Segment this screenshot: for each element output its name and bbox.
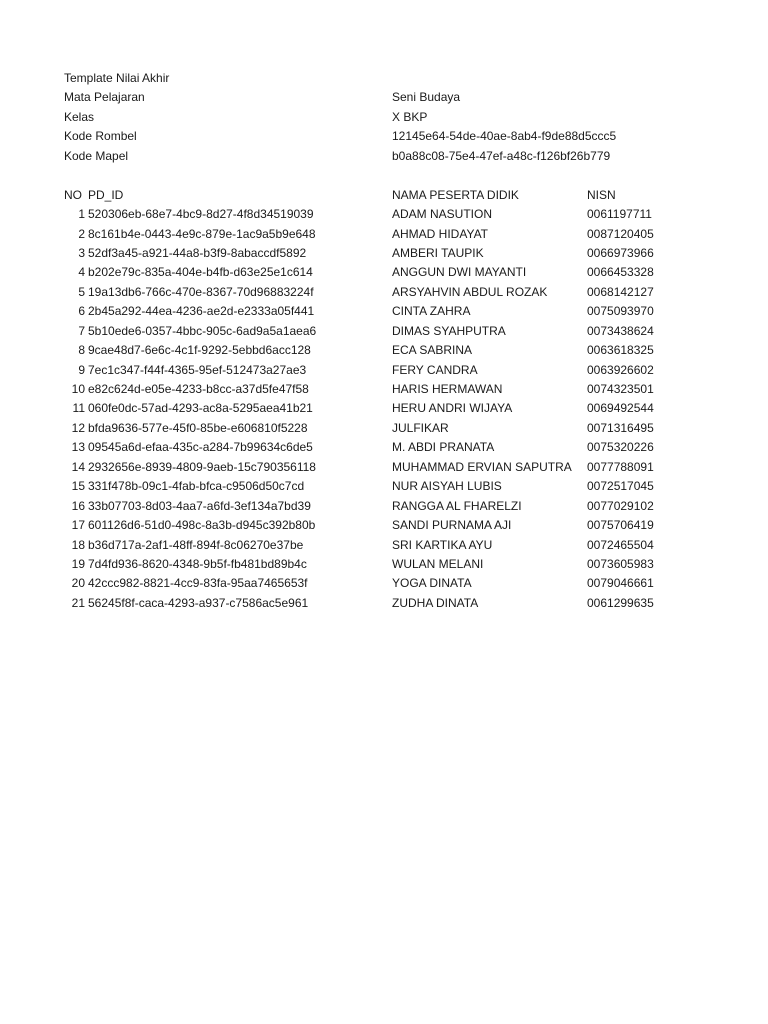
spreadsheet-page — [0, 69, 768, 613]
row-student-name: SANDI PURNAMA AJI — [392, 518, 512, 533]
row-pd-id: 42ccc982-8821-4cc9-83fa-95aa7465653f — [88, 576, 308, 591]
row-number: 19 — [71, 556, 85, 571]
row-student-name: AHMAD HIDAYAT — [392, 226, 489, 241]
meta-value: X BKP — [392, 109, 428, 124]
row-nisn: 0073605983 — [587, 556, 654, 571]
row-number: 5 — [78, 284, 85, 299]
table-row — [0, 516, 768, 535]
row-number: 16 — [71, 498, 85, 513]
row-student-name: JULFIKAR — [392, 420, 449, 435]
row-pd-id: 9cae48d7-6e6c-4c1f-9292-5ebbd6acc128 — [88, 343, 311, 358]
row-number: 8 — [78, 343, 85, 358]
meta-label: Kode Rombel — [64, 129, 137, 144]
row-number: 4 — [78, 265, 85, 280]
table-row — [0, 536, 768, 555]
row-number: 7 — [78, 323, 85, 338]
row-nisn: 0087120405 — [587, 226, 654, 241]
row-student-name: ADAM NASUTION — [392, 207, 493, 222]
row-pd-id: 331f478b-09c1-4fab-bfca-c9506d50c7cd — [88, 479, 305, 494]
row-number: 17 — [71, 518, 85, 533]
row-student-name: ZUDHA DINATA — [392, 595, 479, 610]
row-pd-id: 060fe0dc-57ad-4293-ac8a-5295aea41b21 — [88, 401, 313, 416]
table-row — [0, 302, 768, 321]
template-title: Template Nilai Akhir — [64, 71, 170, 85]
row-nisn: 0074323501 — [587, 382, 654, 396]
table-row — [0, 438, 768, 457]
row-nisn: 0061197711 — [587, 207, 652, 222]
row-pd-id: 7ec1c347-f44f-4365-95ef-512473a27ae3 — [88, 362, 307, 377]
meta-label: Mata Pelajaran — [64, 90, 145, 105]
column-header-pd-id: PD_ID — [88, 187, 124, 202]
row-student-name: HERU ANDRI WIJAYA — [392, 401, 513, 416]
table-row — [0, 399, 768, 418]
row-number: 9 — [78, 362, 85, 377]
row-pd-id: 56245f8f-caca-4293-a937-c7586ac5e961 — [88, 595, 309, 610]
row-pd-id: 19a13db6-766c-470e-8367-70d96883224f — [88, 284, 314, 299]
row-nisn: 0073438624 — [587, 323, 654, 338]
template-title-row — [0, 69, 768, 88]
row-student-name: ECA SABRINA — [392, 343, 473, 358]
row-pd-id: 8c161b4e-0443-4e9c-879e-1ac9a5b9e648 — [88, 226, 316, 241]
row-number: 13 — [71, 440, 85, 455]
meta-row-mapel — [0, 147, 768, 166]
table-row — [0, 283, 768, 302]
row-student-name: CINTA ZAHRA — [392, 304, 471, 319]
row-number: 3 — [78, 245, 85, 260]
row-pd-id: bfda9636-577e-45f0-85be-e606810f5228 — [88, 420, 308, 435]
row-pd-id: 2b45a292-44ea-4236-ae2d-e2333a05f441 — [88, 304, 315, 319]
table-row — [0, 205, 768, 224]
row-student-name: YOGA DINATA — [392, 576, 472, 591]
row-nisn: 0068142127 — [587, 284, 654, 299]
row-pd-id: 601126d6-51d0-498c-8a3b-d945c392b80b — [88, 518, 316, 533]
row-number: 20 — [71, 576, 85, 591]
row-student-name: NUR AISYAH LUBIS — [392, 479, 502, 494]
row-number: 18 — [71, 537, 85, 552]
row-pd-id: 52df3a45-a921-44a8-b3f9-8abaccdf5892 — [88, 245, 307, 260]
row-nisn: 0063926602 — [587, 362, 654, 377]
row-student-name: SRI KARTIKA AYU — [392, 537, 493, 552]
meta-value: Seni Budaya — [392, 90, 461, 105]
column-header-name: NAMA PESERTA DIDIK — [392, 187, 519, 202]
meta-value: 12145e64-54de-40ae-8ab4-f9de88d5ccc5 — [392, 129, 617, 144]
row-pd-id: b202e79c-835a-404e-b4fb-d63e25e1c614 — [88, 265, 313, 280]
row-student-name: MUHAMMAD ERVIAN SAPUTRA — [392, 459, 572, 474]
column-header-nisn: NISN — [587, 187, 616, 202]
spacer-row — [0, 166, 768, 185]
table-row — [0, 380, 768, 399]
row-student-name: RANGGA AL FHARELZI — [392, 498, 522, 513]
table-row — [0, 361, 768, 380]
row-student-name: DIMAS SYAHPUTRA — [392, 323, 506, 338]
row-number: 2 — [78, 226, 85, 241]
row-pd-id: 7d4fd936-8620-4348-9b5f-fb481bd89b4c — [88, 556, 307, 571]
row-nisn: 0063618325 — [587, 343, 654, 358]
row-nisn: 0075706419 — [587, 518, 654, 533]
row-pd-id: 2932656e-8939-4809-9aeb-15c790356118 — [88, 459, 316, 474]
table-row — [0, 419, 768, 438]
table-row — [0, 574, 768, 593]
row-pd-id: b36d717a-2af1-48ff-894f-8c06270e37be — [88, 537, 304, 552]
row-number: 10 — [71, 382, 85, 396]
row-student-name: ANGGUN DWI MAYANTI — [392, 265, 527, 280]
row-nisn: 0072517045 — [587, 479, 654, 494]
meta-row-rombel — [0, 127, 768, 146]
table-row — [0, 477, 768, 496]
table-row — [0, 341, 768, 360]
row-number: 11 — [72, 401, 85, 416]
row-number: 12 — [71, 420, 85, 435]
row-student-name: HARIS HERMAWAN — [392, 382, 503, 396]
meta-row-class — [0, 108, 768, 127]
row-pd-id: 33b07703-8d03-4aa7-a6fd-3ef134a7bd39 — [88, 498, 311, 513]
row-student-name: M. ABDI PRANATA — [392, 440, 495, 455]
meta-label: Kode Mapel — [64, 148, 129, 163]
row-nisn: 0066453328 — [587, 265, 654, 280]
row-nisn: 0075320226 — [587, 440, 654, 455]
row-pd-id: e82c624d-e05e-4233-b8cc-a37d5fe47f58 — [88, 382, 309, 396]
row-student-name: WULAN MELANI — [392, 556, 484, 571]
table-row — [0, 458, 768, 477]
row-pd-id: 520306eb-68e7-4bc9-8d27-4f8d34519039 — [88, 207, 314, 222]
row-nisn: 0075093970 — [587, 304, 654, 319]
row-pd-id: 09545a6d-efaa-435c-a284-7b99634c6de5 — [88, 440, 313, 455]
column-header-no: NO — [64, 187, 82, 202]
row-pd-id: 5b10ede6-0357-4bbc-905c-6ad9a5a1aea6 — [88, 323, 317, 338]
table-row — [0, 594, 768, 613]
row-nisn: 0071316495 — [587, 420, 654, 435]
table-row — [0, 555, 768, 574]
row-number: 21 — [71, 595, 85, 610]
row-student-name: ARSYAHVIN ABDUL ROZAK — [392, 284, 548, 299]
table-row — [0, 263, 768, 282]
student-table-body — [0, 205, 768, 613]
row-number: 14 — [71, 459, 85, 474]
table-header-row — [0, 186, 768, 205]
table-row — [0, 225, 768, 244]
meta-row-subject — [0, 88, 768, 107]
row-nisn: 0069492544 — [587, 401, 654, 416]
row-nisn: 0066973966 — [587, 245, 654, 260]
row-nisn: 0072465504 — [587, 537, 654, 552]
row-number: 6 — [78, 304, 85, 319]
row-nisn: 0077788091 — [587, 459, 654, 474]
table-row — [0, 497, 768, 516]
row-nisn: 0061299635 — [587, 595, 654, 610]
row-number: 15 — [71, 479, 85, 494]
row-number: 1 — [78, 207, 85, 222]
row-nisn: 0079046661 — [587, 576, 654, 591]
table-row — [0, 322, 768, 341]
row-nisn: 0077029102 — [587, 498, 654, 513]
meta-label: Kelas — [64, 109, 95, 124]
row-student-name: AMBERI TAUPIK — [392, 245, 484, 260]
table-row — [0, 244, 768, 263]
meta-value: b0a88c08-75e4-47ef-a48c-f126bf26b779 — [392, 148, 611, 163]
row-student-name: FERY CANDRA — [392, 362, 478, 377]
